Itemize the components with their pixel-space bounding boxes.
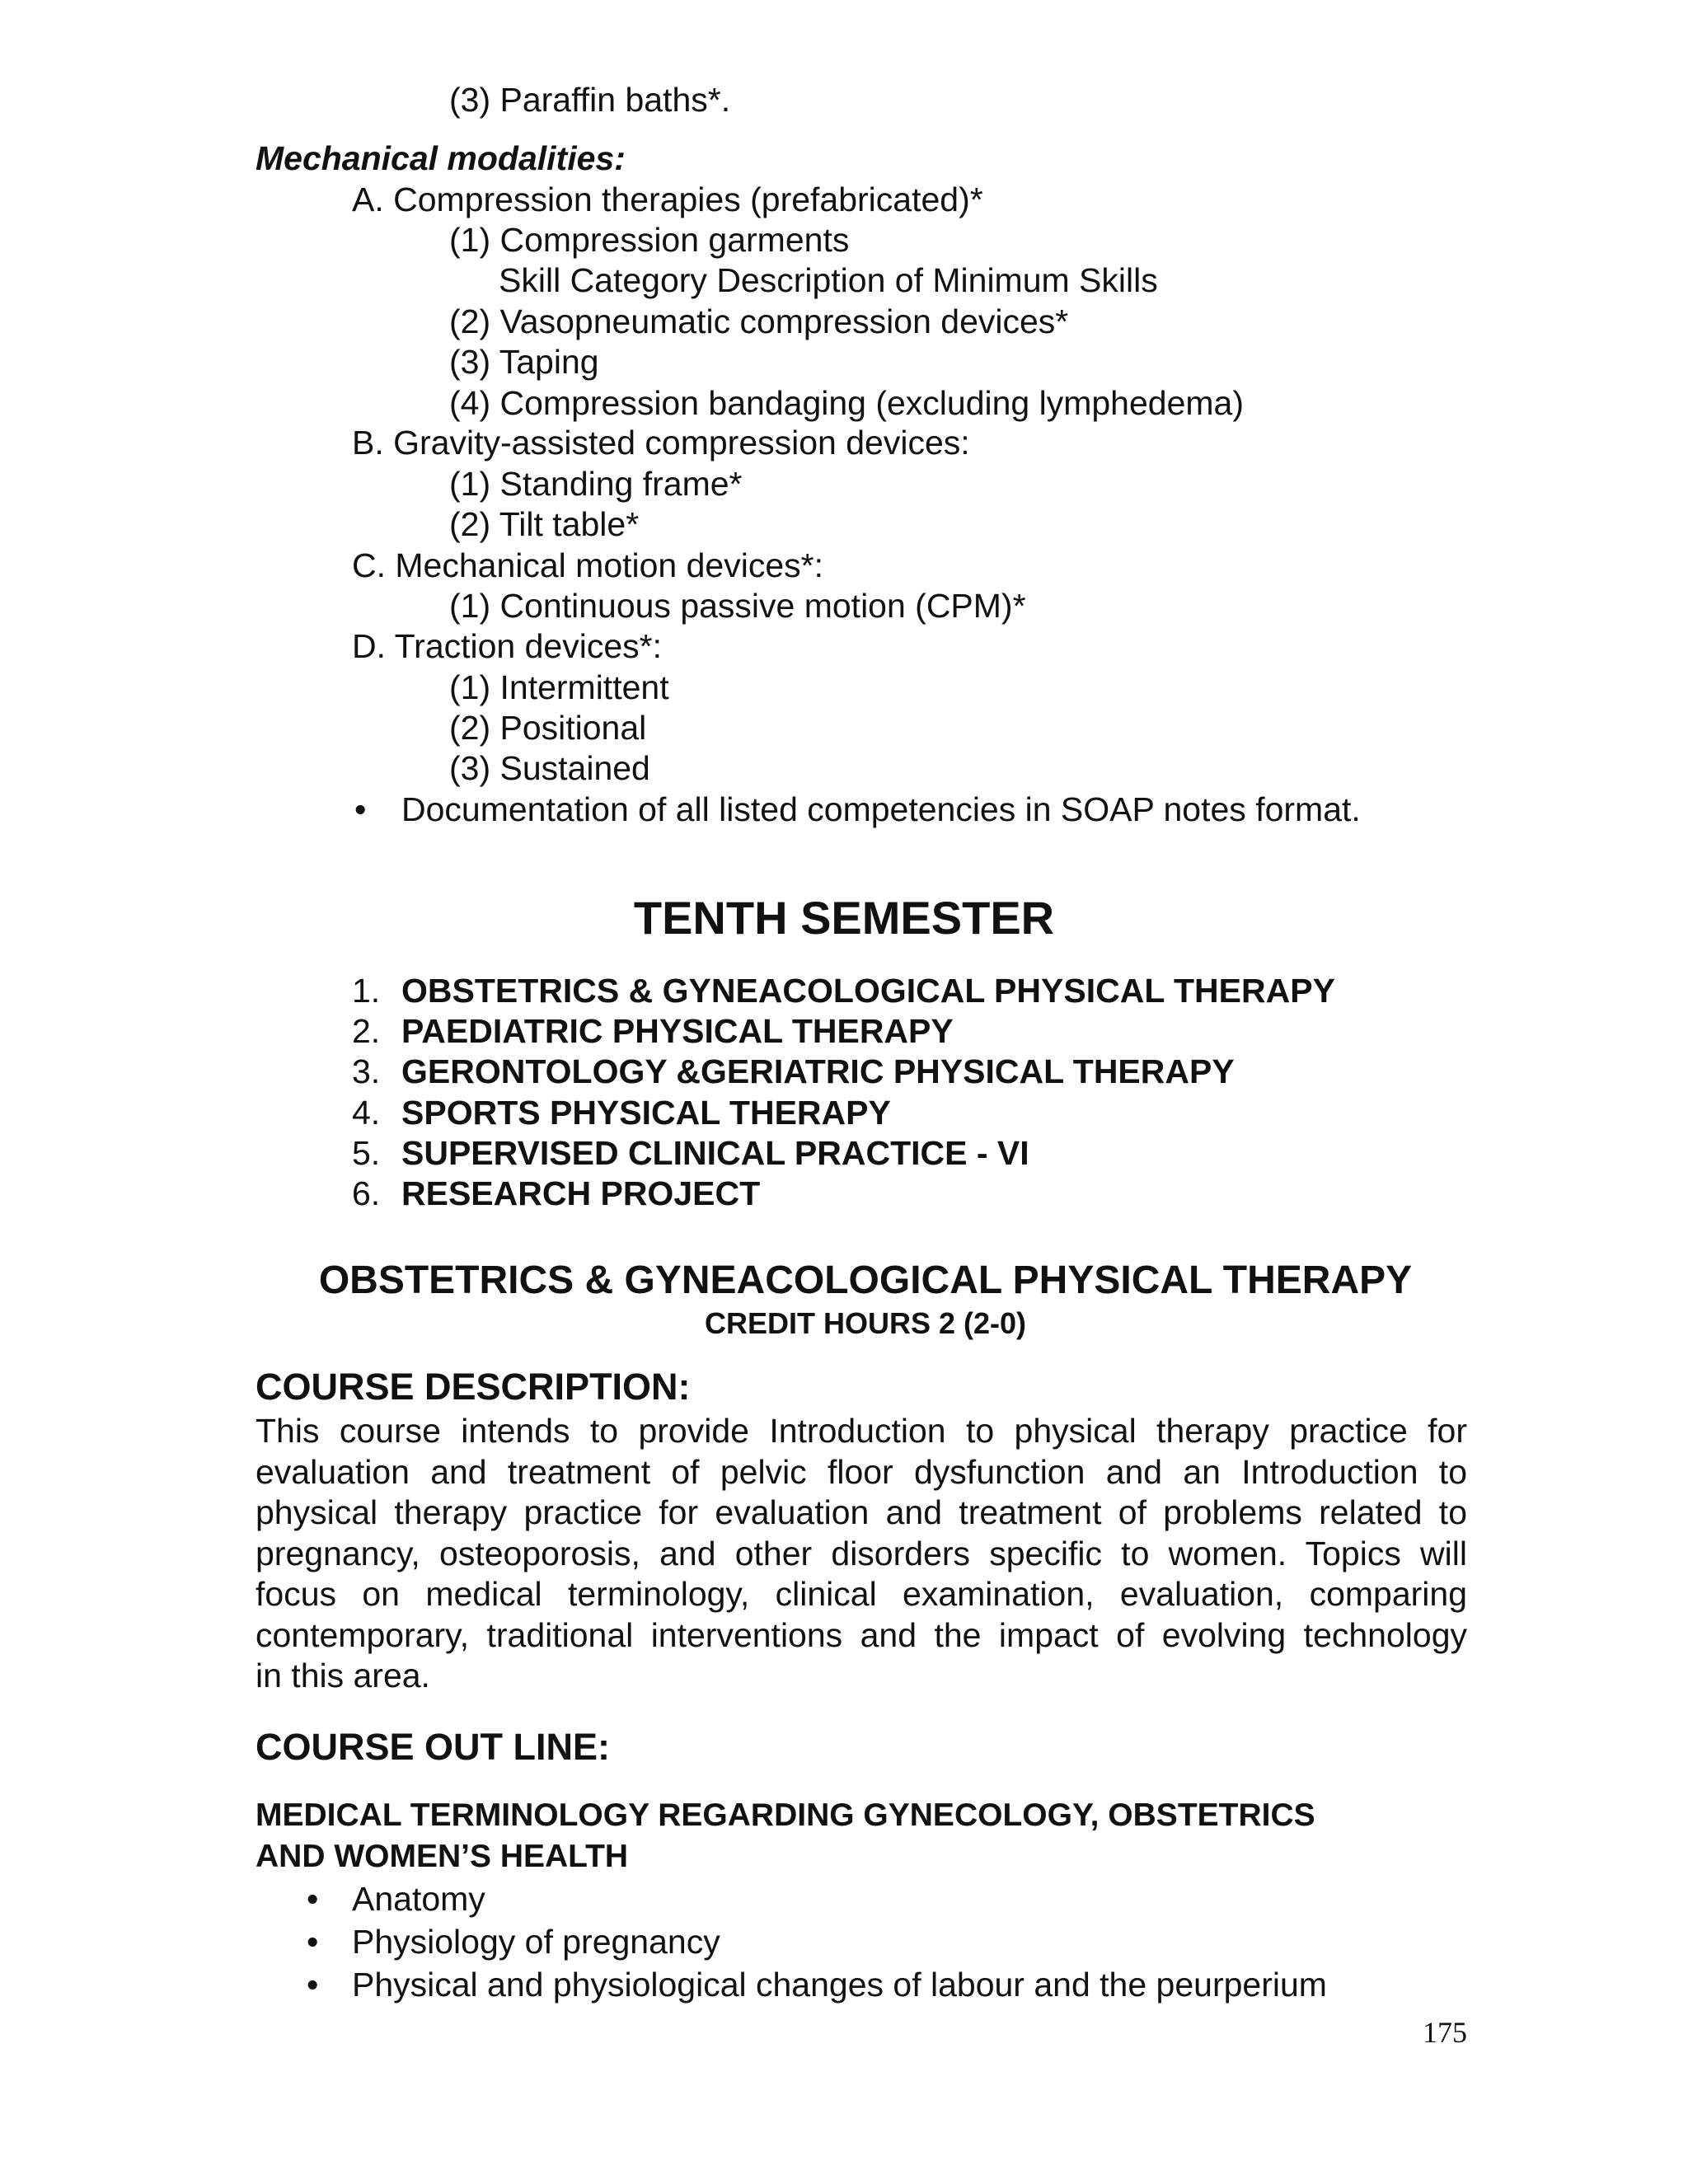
description-line: focus on medical terminology, clinical examination, evaluation, comparing (256, 1575, 1467, 1613)
mechanical-modalities-heading: Mechanical modalities: (256, 139, 626, 177)
semester-course-item: RESEARCH PROJECT (401, 1174, 761, 1212)
course-number: 3. (352, 1052, 381, 1090)
course-outline-heading: COURSE OUT LINE: (256, 1726, 611, 1768)
paraffin-item: (3) Paraffin baths*. (449, 81, 731, 119)
compression-therapies-label: A. Compression therapies (prefabricated)* (352, 180, 983, 218)
description-line: in this area. (256, 1657, 430, 1694)
terminology-heading-line1: MEDICAL TERMINOLOGY REGARDING GYNECOLOGY, OBSTETRICS (256, 1797, 1315, 1833)
course-number: 2. (352, 1012, 381, 1050)
labour-changes-bullet: Physical and physiological changes of labour and the peurperium (352, 1966, 1327, 2004)
bullet-icon: • (307, 1923, 319, 1961)
sustained-item: (3) Sustained (449, 749, 650, 787)
bullet-icon: • (307, 1966, 319, 2004)
semester-course-item: OBSTETRICS & GYNEACOLOGICAL PHYSICAL THERAPY (401, 972, 1335, 1010)
course-number: 1. (352, 972, 381, 1010)
traction-devices-label: D. Traction devices*: (352, 627, 662, 665)
physiology-bullet: Physiology of pregnancy (352, 1923, 720, 1961)
description-line: pregnancy, osteoporosis, and other disorders specific to women. Topics will (256, 1534, 1467, 1572)
page-number: 175 (1423, 2016, 1467, 2049)
terminology-heading-line2: AND WOMEN’S HEALTH (256, 1839, 629, 1874)
description-line: evaluation and treatment of pelvic floor dysfunction and an Introduction to (256, 1452, 1467, 1491)
semester-course-item: SPORTS PHYSICAL THERAPY (401, 1094, 891, 1132)
positional-item: (2) Positional (449, 709, 647, 747)
semester-course-item: SUPERVISED CLINICAL PRACTICE - VI (401, 1134, 1029, 1172)
intermittent-item: (1) Intermittent (449, 668, 669, 706)
bullet-icon: • (354, 790, 367, 828)
skill-category-note: Skill Category Description of Minimum Skills (499, 261, 1158, 299)
credit-hours: CREDIT HOURS 2 (2-0) (704, 1306, 1027, 1340)
mechanical-motion-label: C. Mechanical motion devices*: (352, 546, 823, 584)
compression-garments-item: (1) Compression garments (449, 221, 850, 259)
vasopneumatic-item: (2) Vasopneumatic compression devices* (449, 302, 1069, 340)
cpm-item: (1) Continuous passive motion (CPM)* (449, 587, 1026, 625)
description-line: This course intends to provide Introduction to physical therapy practice for (256, 1412, 1467, 1450)
semester-title: TENTH SEMESTER (633, 892, 1055, 944)
course-number: 5. (352, 1134, 381, 1172)
compression-bandaging-item: (4) Compression bandaging (excluding lymphedema) (449, 384, 1245, 422)
semester-course-item: GERONTOLOGY &GERIATRIC PHYSICAL THERAPY (401, 1052, 1235, 1090)
course-description-paragraph (256, 1411, 1467, 1697)
taping-item: (3) Taping (449, 343, 599, 381)
course-number: 4. (352, 1094, 381, 1132)
course-description-heading: COURSE DESCRIPTION: (256, 1366, 691, 1408)
gravity-assisted-label: B. Gravity-assisted compression devices: (352, 424, 970, 462)
tilt-table-item: (2) Tilt table* (449, 505, 640, 543)
bullet-icon: • (307, 1880, 319, 1918)
standing-frame-item: (1) Standing frame* (449, 465, 743, 503)
semester-course-item: PAEDIATRIC PHYSICAL THERAPY (401, 1012, 954, 1050)
course-number: 6. (352, 1174, 381, 1212)
course-title: OBSTETRICS & GYNEACOLOGICAL PHYSICAL THERAPY (318, 1258, 1413, 1302)
anatomy-bullet: Anatomy (352, 1880, 485, 1918)
description-line: physical therapy practice for evaluation and treatment of problems related to (256, 1493, 1467, 1531)
description-line: contemporary, traditional interventions and the impact of evolving technology (256, 1615, 1467, 1654)
documentation-bullet: Documentation of all listed competencies in SOAP notes format. (401, 790, 1361, 828)
